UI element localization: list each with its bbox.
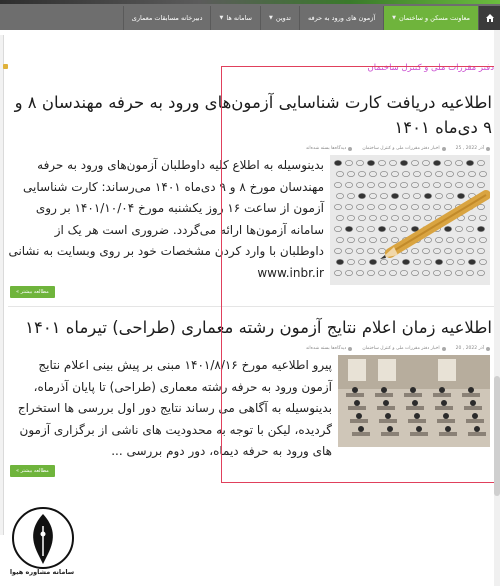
post-meta (8, 346, 494, 351)
nav-home[interactable] (478, 6, 500, 30)
logo-text: سامانه مشاوره هیوا (9, 568, 75, 576)
nav-item-label: سامانه ها (226, 14, 253, 22)
post-category[interactable] (362, 346, 445, 351)
post-date-text: آذر 2022 , 25 (455, 146, 484, 151)
post-comments-text: دیدگاه‌ها بسته شده‌اند (305, 346, 347, 351)
post-item (8, 90, 494, 298)
read-more-button[interactable]: مطالعه بیشتر » (10, 465, 55, 477)
post-date (456, 346, 490, 351)
post-date-text: آذر 2022 , 20 (455, 346, 484, 351)
top-navigation-bar (0, 0, 500, 30)
readmore-row (8, 465, 494, 477)
post-comments-text: دیدگاه‌ها بسته شده‌اند (305, 146, 347, 151)
scrollbar-thumb[interactable] (494, 376, 500, 496)
post-category-text: اخبار دفتر مقررات ملی و کنترل ساختمان (362, 346, 440, 351)
post-category[interactable] (362, 146, 445, 151)
header-strip (0, 0, 500, 4)
chevron-down-icon: ▼ (269, 15, 273, 21)
clock-icon (486, 347, 490, 351)
main-nav (123, 6, 500, 30)
breadcrumb[interactable]: دفتر مقررات ملی و کنترل ساختمان (367, 63, 494, 73)
nav-item-systems[interactable] (210, 6, 260, 30)
left-marker-icon (3, 64, 8, 69)
read-more-button[interactable]: مطالعه بیشتر » (10, 286, 55, 298)
chevron-down-icon: ▼ (392, 15, 396, 21)
post-title[interactable]: اطلاعیه دریافت کارت شناسایی آزمون‌های ورود به حرفه مهندسان ۸ و ۹ دی‌ماه ۱۴۰۱ (14, 93, 492, 137)
post-thumbnail-answer-sheet[interactable] (330, 155, 490, 285)
folder-icon (442, 347, 446, 351)
page-scrollbar[interactable] (494, 30, 500, 586)
nav-item-label: معاونت مسکن و ساختمان (398, 14, 470, 22)
post-date (456, 146, 490, 151)
nav-item-label: تدوین (275, 14, 291, 22)
readmore-row (8, 286, 494, 298)
nav-item-label: دبیرخانه مسابقات معماری (131, 14, 203, 22)
clock-icon (486, 147, 490, 151)
home-icon (485, 13, 495, 23)
post-divider (8, 306, 494, 307)
post-item (8, 315, 494, 477)
nav-item-exams[interactable] (299, 6, 383, 30)
post-comments (306, 346, 353, 351)
post-comments (306, 146, 353, 151)
post-excerpt-text: بدینوسیله به اطلاع کلیه داوطلبان آزمون‌های ورود به حرفه مهندسان مورخ ۸ و ۹ دی‌ماه ۱۴۰۱ می‌رساند: کارت شناسایی آزمون از ساعت ۱۶ روز یکشنبه مورخ ۱۴۰۱/۱۰/۰۴ بر روی سامانه آزمون‌ها ارائه می‌گردد. ضروری است هر یک از داوطلبان با وارد کردن مشخصات خود بر روی وبسایت به نشانی (8, 158, 324, 258)
nav-item-housing[interactable] (383, 6, 478, 30)
exam-hall-image (338, 355, 490, 447)
post-category-text: اخبار دفتر مقررات ملی و کنترل ساختمان (362, 146, 440, 151)
nav-item-architecture-contests[interactable] (123, 6, 211, 30)
comment-icon (348, 347, 352, 351)
answer-sheet-image (330, 155, 490, 285)
post-body (8, 155, 494, 298)
left-border-strip (0, 35, 4, 535)
post-body (8, 355, 494, 477)
post-title[interactable]: اطلاعیه زمان اعلام نتایج آزمون رشته معماری (طراحی) تیرماه ۱۴۰۱ (25, 318, 492, 337)
post-meta (8, 146, 494, 151)
posts-list (8, 90, 494, 477)
folder-icon (442, 147, 446, 151)
nav-item-label: آزمون های ورود به حرفه (308, 14, 376, 22)
comment-icon (348, 147, 352, 151)
post-thumbnail-exam-hall[interactable] (338, 355, 490, 447)
website-link[interactable]: www.inbr.ir (257, 265, 324, 280)
chevron-down-icon: ▼ (219, 15, 224, 21)
nav-item-compilation[interactable] (260, 6, 299, 30)
post-excerpt-text: پیرو اطلاعیه مورخ ۱۴۰۱/۸/۱۶ مبنی بر پیش بینی اعلام نتایج آزمون ورود به حرفه رشته معماری (طراحی) تا پایان آذرماه، بدینوسیله به آگاهی می رساند نتایج دور اول بررسی ها استخراج گردیده، لیکن با توجه به محدودیت های ناشی از برگزاری آزمون های ورود به حرفه دیماه، دور دوم بررسی ... (17, 358, 332, 458)
